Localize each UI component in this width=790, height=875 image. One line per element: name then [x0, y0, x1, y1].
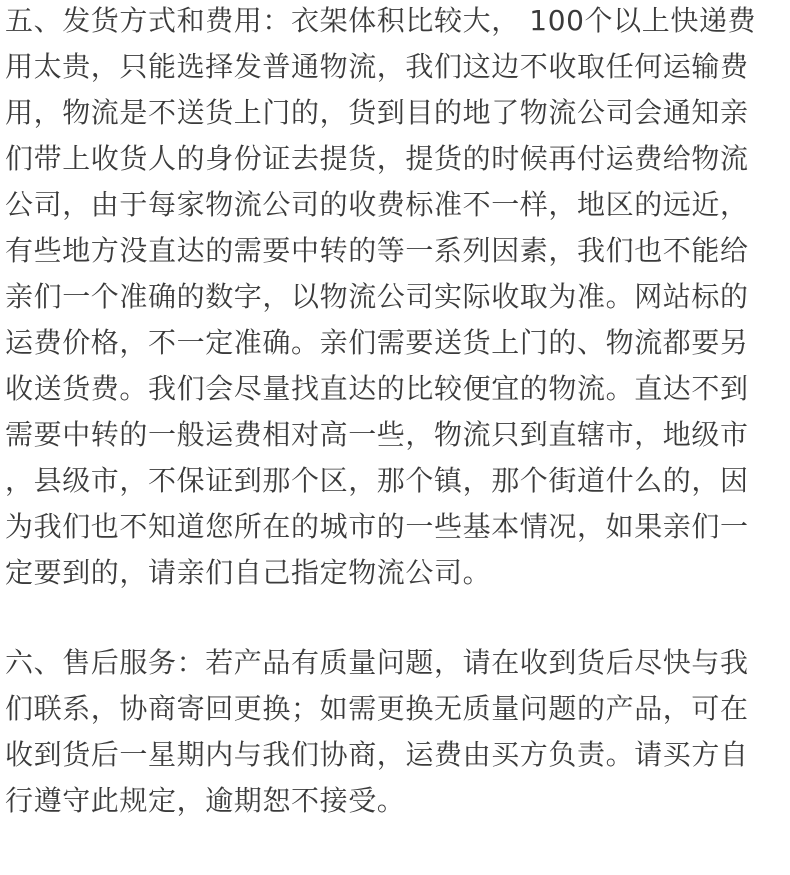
- shipping-line-13: 定要到的，请亲们自己指定物流公司。: [5, 556, 492, 589]
- shipping-line-6: 有些地方没直达的需要中转的等一系列因素，我们也不能给: [5, 234, 749, 267]
- shipping-line-2: 用太贵，只能选择发普通物流，我们这边不收取任何运输费: [5, 50, 749, 83]
- shipping-line-9: 收送货费。我们会尽量找直达的比较便宜的物流。直达不到: [5, 372, 749, 405]
- shipping-line-1: 五、发货方式和费用：衣架体积比较大， 100个以上快递费: [5, 4, 757, 37]
- shipping-line-7: 亲们一个准确的数字，以物流公司实际收取为准。网站标的: [5, 280, 749, 313]
- shipping-line-11: ，县级市，不保证到那个区，那个镇，那个街道什么的，因: [5, 464, 749, 497]
- shipping-line-10: 需要中转的一般运费相对高一些，物流只到直辖市，地级市: [5, 418, 749, 451]
- after-sales-line-2: 们联系，协商寄回更换；如需更换无质量问题的产品，可在: [5, 692, 749, 725]
- shipping-line-8: 运费价格，不一定准确。亲们需要送货上门的、物流都要另: [5, 326, 749, 359]
- after-sales-line-3: 收到货后一星期内与我们协商，运费由买方负责。请买方自: [5, 738, 749, 771]
- shipping-line-5: 公司，由于每家物流公司的收费标准不一样，地区的远近，: [5, 188, 749, 221]
- after-sales-line-4: 行遵守此规定，逾期恕不接受。: [5, 784, 406, 817]
- after-sales-line-1: 六、售后服务：若产品有质量问题，请在收到货后尽快与我: [5, 646, 749, 679]
- shipping-line-4: 们带上收货人的身份证去提货，提货的时候再付运费给物流: [5, 142, 749, 175]
- shipping-line-12: 为我们也不知道您所在的城市的一些基本情况，如果亲们一: [5, 510, 749, 543]
- shipping-line-3: 用，物流是不送货上门的，货到目的地了物流公司会通知亲: [5, 96, 749, 129]
